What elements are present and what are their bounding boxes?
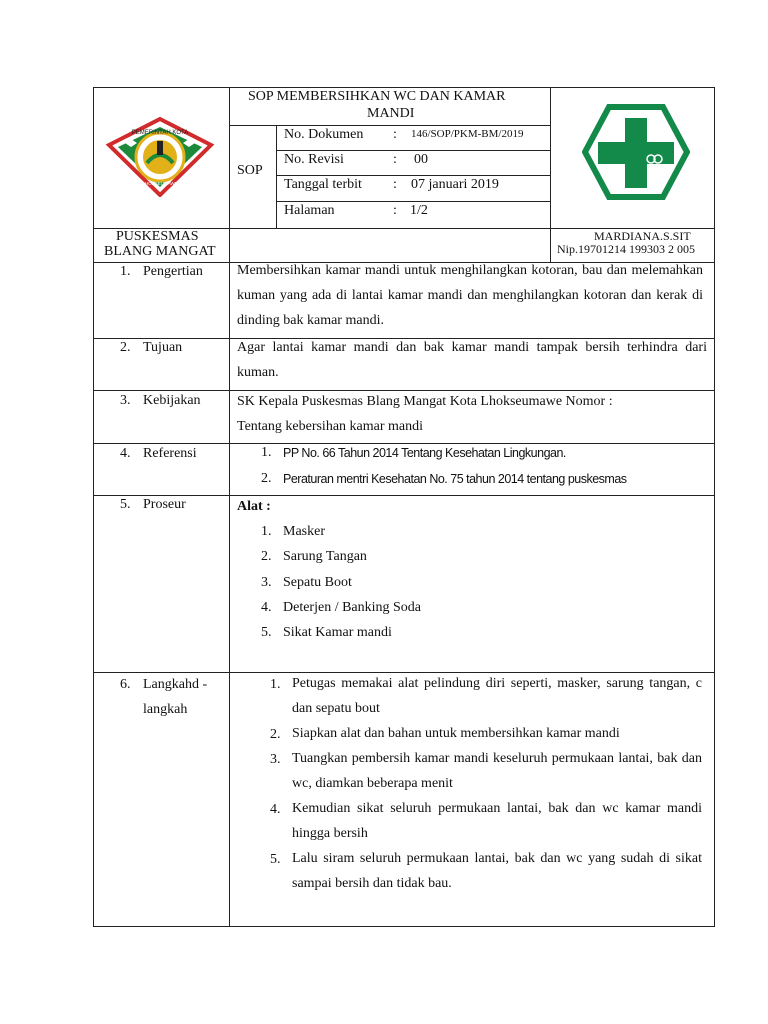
col-divider xyxy=(229,87,230,927)
puskesmas-logo-icon xyxy=(582,104,690,200)
section-title: Proseur xyxy=(143,497,186,512)
row-divider xyxy=(93,390,715,391)
list-number: 5. xyxy=(270,852,281,867)
section-title: Kebijakan xyxy=(143,393,201,408)
section-text-kebijakan-line1: SK Kepala Puskesmas Blang Mangat Kota Lhokseumawe Nomor : xyxy=(237,394,613,409)
signer-nip: Nip.19701214 199303 2 005 xyxy=(557,242,695,256)
step-item: Tuangkan pembersih kamar mandi keseluruh permukaan lantai, bak dan wc, diamkan beberapa menit xyxy=(292,751,702,791)
col-divider xyxy=(550,87,551,262)
step-item: Petugas memakai alat pelindung diri seperti, masker, sarung tangan, c dan sepatu bout xyxy=(292,676,702,716)
tools-subtitle: Alat : xyxy=(237,499,271,514)
list-number: 4. xyxy=(270,802,281,817)
tool-item: Sikat Kamar mandi xyxy=(283,625,392,640)
list-number: 1. xyxy=(270,677,281,692)
field-value-date: 07 januari 2019 xyxy=(411,177,499,192)
section-number: 2. xyxy=(120,340,131,355)
field-separator: : xyxy=(393,152,397,167)
field-label: Halaman xyxy=(284,203,335,218)
field-label: No. Dokumen xyxy=(284,127,364,142)
field-label: No. Revisi xyxy=(284,152,344,167)
section-number: 1. xyxy=(120,264,131,279)
row-divider xyxy=(276,201,550,202)
field-value-revision: 00 xyxy=(414,152,428,167)
row-divider xyxy=(276,150,550,151)
field-value-doc-number: 146/SOP/PKM-BM/2019 xyxy=(411,128,524,140)
seal-text-bottom: LHOKSEUMAWE xyxy=(142,181,178,186)
list-number: 3. xyxy=(261,575,272,590)
field-label: Tanggal terbit xyxy=(284,177,362,192)
list-number: 5. xyxy=(261,625,272,640)
row-divider xyxy=(276,175,550,176)
org-name-line1: PUSKESMAS xyxy=(116,229,199,244)
section-number: 5. xyxy=(120,497,131,512)
tool-item: Sepatu Boot xyxy=(283,575,352,590)
section-number: 3. xyxy=(120,393,131,408)
section-text-pengertian: Membersihkan kamar mandi untuk menghilangkan kotoran, bau dan melemahkan kuman yang ada di lantai kamar mandi dan menghilangkan kotoran dan kerak di dinding bak kamar mandi. xyxy=(237,263,703,328)
section-text-kebijakan-line2: Tentang kebersihan kamar mandi xyxy=(237,419,424,434)
signer-name: MARDIANA.S.SIT xyxy=(594,229,691,243)
list-number: 4. xyxy=(261,600,272,615)
field-value-page: 1/2 xyxy=(410,203,428,218)
step-item: Siapkan alat dan bahan untuk membersihkan kamar mandi xyxy=(292,726,620,741)
list-number: 2. xyxy=(261,549,272,564)
org-name-line2: BLANG MANGAT xyxy=(104,244,216,259)
pemerintah-kota-seal-icon xyxy=(105,117,215,197)
row-divider xyxy=(229,125,550,126)
section-text-tujuan: Agar lantai kamar mandi dan bak kamar mandi tampak bersih terhindra dari kuman. xyxy=(237,340,707,380)
tool-item: Sarung Tangan xyxy=(283,549,367,564)
tool-item: Deterjen / Banking Soda xyxy=(283,600,422,615)
sop-label: SOP xyxy=(237,163,263,178)
document-title-line2: MANDI xyxy=(367,106,415,121)
document-title-line1: SOP MEMBERSIHKAN WC DAN KAMAR xyxy=(248,89,506,104)
field-separator: : xyxy=(393,127,397,142)
section-number: 6. xyxy=(120,677,131,692)
list-number: 3. xyxy=(270,752,281,767)
section-title: Pengertian xyxy=(143,264,203,279)
section-title-line2: langkah xyxy=(143,702,188,717)
row-divider xyxy=(93,443,715,444)
section-title-line1: Langkahd - xyxy=(143,677,208,692)
list-number: 2. xyxy=(270,727,281,742)
tool-item: Masker xyxy=(283,524,325,539)
step-item: Lalu siram seluruh permukaan lantai, bak dan wc yang sudah di sikat sampai bersih dan tidak bau. xyxy=(292,851,702,891)
field-separator: : xyxy=(393,203,397,218)
seal-text-top: PEMERINTAH KOTA xyxy=(131,130,189,136)
section-title: Referensi xyxy=(143,446,197,461)
reference-item: PP No. 66 Tahun 2014 Tentang Kesehatan Lingkungan. xyxy=(283,446,566,460)
list-number: 1. xyxy=(261,445,272,460)
field-separator: : xyxy=(393,177,397,192)
list-number: 1. xyxy=(261,524,272,539)
section-number: 4. xyxy=(120,446,131,461)
step-item: Kemudian sikat seluruh permukaan lantai, bak dan wc kamar mandi hingga bersih xyxy=(292,801,702,841)
section-title: Tujuan xyxy=(143,340,183,355)
col-divider xyxy=(276,125,277,228)
list-number: 2. xyxy=(261,471,272,486)
row-divider xyxy=(93,495,715,496)
reference-item: Peraturan mentri Kesehatan No. 75 tahun 2014 tentang puskesmas xyxy=(283,472,627,486)
